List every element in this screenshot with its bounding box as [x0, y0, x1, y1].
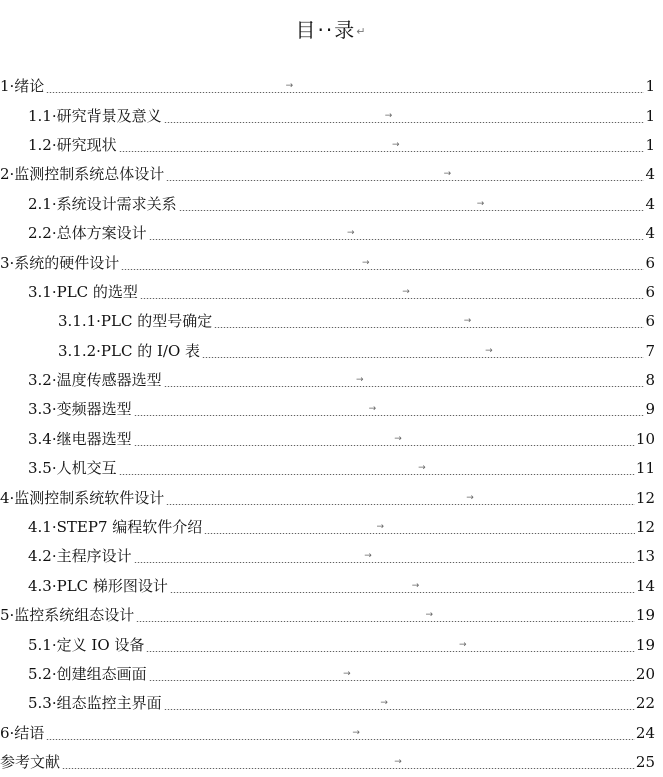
tab-mark-icon: →	[355, 375, 364, 386]
toc-entry-label: 3.4·继电器选型	[28, 429, 132, 448]
toc-page-number: 12	[635, 488, 655, 507]
tab-mark-icon: →	[402, 286, 410, 297]
toc-entry-label: 5.1·定义 IO 设备	[28, 635, 145, 654]
toc-entry-label: 4.3·PLC 梯形图设计	[28, 576, 168, 595]
toc-entry[interactable]	[0, 719, 663, 748]
toc-entry[interactable]	[0, 337, 663, 366]
dot-leader	[62, 757, 635, 769]
toc-page-number: 20	[635, 665, 655, 683]
toc-entry[interactable]	[0, 483, 663, 512]
toc-entry-label: 3·系统的硬件设计	[0, 253, 120, 272]
toc-entry[interactable]	[0, 542, 663, 571]
toc-page-number: 6	[645, 282, 655, 301]
tab-mark-icon: →	[346, 228, 355, 239]
toc-page-number: 10	[635, 429, 655, 448]
toc-page-number: 22	[635, 694, 655, 713]
tab-mark-icon: →	[384, 110, 393, 121]
toc-title-text: 目··录	[295, 18, 357, 42]
dot-leader	[149, 228, 645, 240]
toc-entry[interactable]	[0, 366, 663, 395]
toc-page-number: 6	[645, 253, 655, 272]
dot-leader	[166, 492, 635, 505]
tab-mark-icon: →	[463, 316, 472, 327]
toc-entry-label: 2·监测控制系统总体设计	[0, 165, 165, 184]
toc-entry-label: 3.5·人机交互	[28, 459, 117, 478]
table-of-contents	[0, 72, 663, 777]
toc-entry[interactable]	[0, 689, 663, 718]
tab-mark-icon: →	[376, 522, 385, 533]
toc-page-number: 4	[645, 165, 655, 184]
toc-entry[interactable]	[0, 307, 663, 336]
toc-entry-label: 1.2·研究现状	[28, 135, 117, 154]
toc-entry-label: 5.2·创建组态画面	[28, 665, 147, 683]
toc-entry-label: 4.1·STEP7 编程软件介绍	[28, 518, 203, 537]
toc-page-number: 13	[635, 547, 655, 566]
toc-entry[interactable]	[0, 131, 663, 160]
toc-entry-label: 参考文献	[0, 753, 61, 772]
toc-page-number: 6	[645, 312, 655, 331]
toc-page-number: 11	[635, 459, 655, 478]
toc-entry-label: 4·监测控制系统软件设计	[0, 488, 165, 507]
dot-leader	[119, 463, 635, 475]
toc-entry-label: 3.2·温度传感器选型	[28, 371, 162, 390]
tab-mark-icon: →	[343, 669, 351, 679]
toc-entry-label: 5.3·组态监控主界面	[28, 694, 162, 713]
tab-mark-icon: →	[392, 139, 400, 150]
toc-entry[interactable]	[0, 278, 663, 307]
toc-page-number: 4	[645, 194, 655, 213]
toc-page-number: 4	[645, 224, 655, 243]
tab-mark-icon: →	[466, 492, 474, 503]
toc-entry[interactable]	[0, 72, 663, 101]
tab-mark-icon: →	[364, 551, 372, 562]
dot-leader	[149, 669, 635, 681]
tab-mark-icon: →	[394, 757, 402, 768]
dot-leader	[46, 81, 644, 93]
toc-page-number: 1	[645, 135, 655, 154]
dot-leader	[46, 727, 635, 740]
toc-page-number: 19	[635, 635, 655, 654]
paragraph-mark-icon: ↵	[356, 25, 368, 38]
toc-entry-label: 1·绪论	[0, 77, 45, 96]
toc-entry[interactable]	[0, 248, 663, 277]
toc-entry[interactable]	[0, 748, 663, 777]
tab-mark-icon: →	[418, 463, 426, 474]
toc-entry[interactable]	[0, 160, 663, 189]
tab-mark-icon: →	[425, 610, 434, 621]
toc-entry[interactable]	[0, 513, 663, 542]
dot-leader	[166, 169, 644, 181]
dot-leader	[170, 580, 635, 593]
dot-leader	[179, 198, 645, 211]
toc-page-number: 24	[635, 723, 655, 742]
toc-entry-label: 3.1·PLC 的选型	[28, 282, 138, 301]
dot-leader	[164, 698, 635, 710]
dot-leader	[119, 139, 645, 152]
dot-leader	[134, 404, 645, 416]
toc-page-number: 14	[635, 576, 655, 595]
tab-mark-icon: →	[368, 404, 377, 415]
dot-leader	[134, 433, 635, 446]
toc-page-number: 8	[645, 371, 655, 390]
toc-entry-label: 3.3·变频器选型	[28, 400, 132, 419]
toc-entry[interactable]	[0, 454, 663, 483]
toc-page-number: 1	[645, 106, 655, 125]
tab-mark-icon: →	[411, 580, 420, 591]
toc-entry[interactable]	[0, 601, 663, 630]
toc-entry-label: 1.1·研究背景及意义	[28, 106, 162, 125]
dot-leader	[204, 522, 635, 534]
toc-page-number: 25	[635, 753, 655, 772]
toc-entry[interactable]	[0, 395, 663, 424]
toc-entry[interactable]	[0, 660, 663, 689]
dot-leader	[140, 286, 645, 299]
tab-mark-icon: →	[352, 727, 360, 738]
toc-entry-label: 4.2·主程序设计	[28, 547, 132, 566]
dot-leader	[134, 551, 635, 563]
toc-entry-label: 3.1.1·PLC 的型号确定	[58, 312, 213, 331]
toc-entry[interactable]	[0, 190, 663, 219]
toc-entry-label: 2.2·总体方案设计	[28, 224, 147, 243]
toc-entry-label: 3.1.2·PLC 的 I/O 表	[58, 341, 201, 360]
tab-mark-icon: →	[361, 257, 370, 268]
toc-entry-label: 2.1·系统设计需求关系	[28, 194, 177, 213]
toc-title	[0, 14, 663, 43]
toc-page-number: 7	[645, 341, 655, 360]
tab-mark-icon: →	[380, 698, 388, 709]
toc-page-number: 12	[635, 518, 655, 537]
toc-page-number: 1	[645, 77, 655, 96]
dot-leader	[164, 375, 645, 387]
tab-mark-icon: →	[485, 345, 493, 356]
toc-entry[interactable]	[0, 101, 663, 130]
toc-entry-label: 6·结语	[0, 723, 45, 742]
tab-mark-icon: →	[459, 639, 467, 650]
tab-mark-icon: →	[443, 169, 452, 180]
toc-page-number: 19	[635, 606, 655, 625]
toc-entry[interactable]	[0, 572, 663, 601]
dot-leader	[214, 316, 644, 328]
dot-leader	[136, 610, 635, 622]
dot-leader	[164, 110, 645, 123]
toc-entry-label: 5·监控系统组态设计	[0, 606, 135, 625]
dot-leader	[121, 257, 644, 270]
tab-mark-icon: →	[285, 81, 294, 92]
toc-entry[interactable]	[0, 425, 663, 454]
toc-page-number: 9	[645, 400, 655, 419]
dot-leader	[146, 639, 635, 652]
tab-mark-icon: →	[394, 433, 402, 444]
toc-entry[interactable]	[0, 630, 663, 659]
tab-mark-icon: →	[476, 198, 485, 209]
dot-leader	[202, 345, 644, 358]
toc-entry[interactable]	[0, 219, 663, 248]
